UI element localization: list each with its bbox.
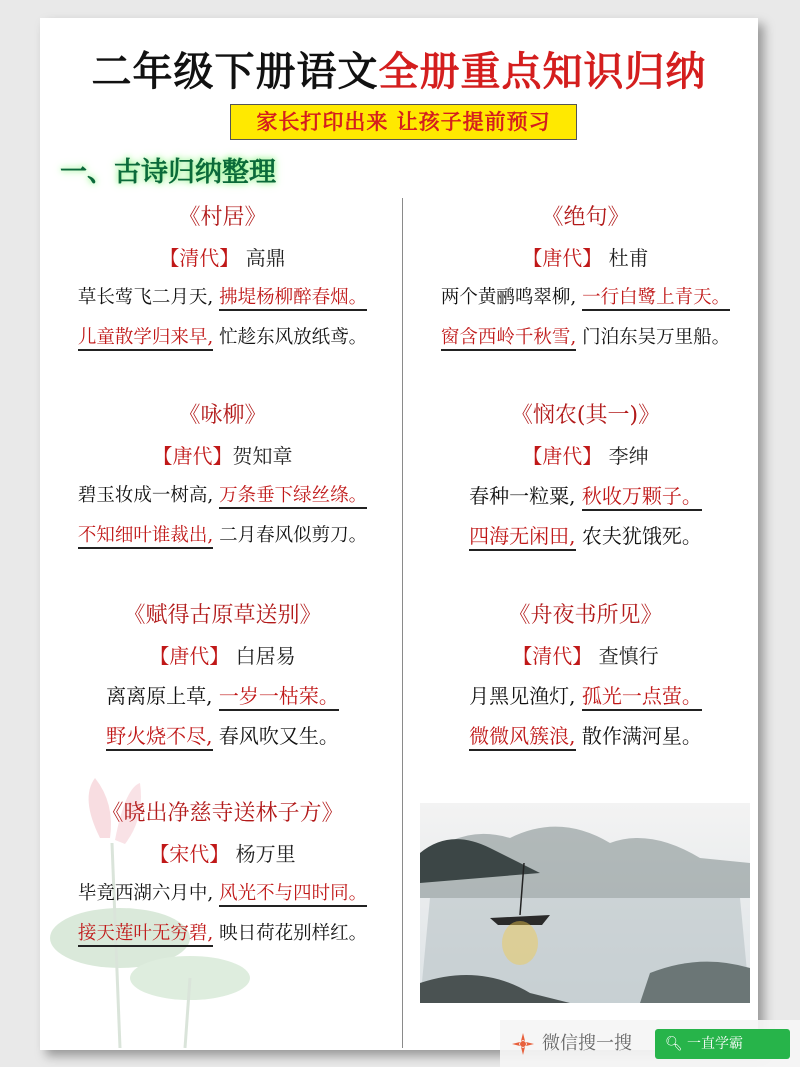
verse-key: 万条垂下绿丝绦。 — [219, 485, 367, 509]
poem-minnong — [408, 396, 758, 556]
poem-line — [45, 318, 400, 358]
poem-line — [408, 716, 758, 756]
poem-title: 《晓出净慈寺送林子方》 — [101, 801, 344, 826]
study-sheet — [40, 18, 758, 1050]
verse-key: 四海无闲田, — [469, 524, 575, 551]
poem-author: 查慎行 — [598, 644, 659, 668]
poem-author: 贺知章 — [232, 444, 293, 468]
verse-key: 一行白鹭上青天。 — [582, 287, 730, 311]
verse-key: 野火烧不尽, — [106, 724, 212, 751]
poem-author: 杨万里 — [235, 842, 296, 866]
verse-key: 孤光一点萤。 — [582, 684, 702, 711]
poem-dynasty: 【唐代】 — [522, 444, 603, 468]
watermark-text: 微信搜一搜 — [542, 1033, 632, 1054]
poem-title: 《赋得古原草送别》 — [123, 603, 322, 628]
poem-title: 《村居》 — [178, 205, 267, 230]
search-account-label: 一直学霸 — [687, 1036, 743, 1052]
title-black-part: 二年级下册语文 — [91, 49, 379, 95]
verse-key: 窗含西岭千秋雪, — [441, 327, 576, 351]
poem-meta — [45, 238, 400, 278]
poem-xiaochujingcisi — [45, 794, 400, 954]
search-account-button[interactable] — [655, 1029, 790, 1059]
poem-dynasty: 【清代】 — [512, 644, 593, 668]
search-icon: 🔍︎ — [665, 1036, 683, 1052]
poem-dynasty: 【唐代】 — [152, 444, 233, 468]
poem-title: 《咏柳》 — [178, 403, 267, 428]
boat-landscape-painting — [420, 803, 750, 1003]
poem-line — [408, 278, 758, 318]
poem-line — [408, 676, 758, 716]
poem-title: 《绝句》 — [541, 205, 630, 230]
poem-dynasty: 【唐代】 — [522, 246, 603, 270]
poem-meta — [45, 436, 400, 476]
wechat-search-watermark — [500, 1020, 800, 1067]
verse-plain: 离离原上草, — [106, 684, 213, 708]
poem-dynasty: 【清代】 — [159, 246, 240, 270]
title-red-part: 全册重点知识归纳 — [378, 49, 707, 95]
poem-line — [408, 516, 758, 556]
verse-plain: 碧玉妆成一树高, — [77, 485, 214, 506]
poem-line — [45, 676, 400, 716]
poem-dynasty: 【宋代】 — [149, 842, 230, 866]
column-divider — [402, 198, 403, 1048]
verse-plain: 二月春风似剪刀。 — [219, 525, 368, 546]
poem-line — [45, 874, 400, 914]
poem-line — [45, 914, 400, 954]
poem-meta — [45, 834, 400, 874]
verse-key: 秋收万颗子。 — [582, 484, 702, 511]
wechat-search-logo-icon — [510, 1031, 536, 1057]
poem-author: 李绅 — [608, 444, 649, 468]
verse-plain: 月黑见渔灯, — [469, 684, 576, 708]
poem-yongliu — [45, 396, 400, 556]
poem-title: 《舟夜书所见》 — [508, 603, 663, 628]
verse-plain: 毕竟西湖六月中, — [77, 883, 214, 904]
poem-line — [45, 278, 400, 318]
verse-key: 儿童散学归来早, — [78, 327, 213, 351]
page-title — [40, 40, 758, 97]
verse-plain: 春种一粒粟, — [469, 484, 576, 508]
poem-meta — [45, 636, 400, 676]
poem-title: 《悯农(其一)》 — [510, 403, 661, 428]
poem-line — [45, 716, 400, 756]
verse-plain: 映日荷花别样红。 — [219, 923, 368, 944]
poem-jueju — [408, 198, 758, 358]
poem-dynasty: 【唐代】 — [149, 644, 230, 668]
verse-plain: 散作满河星。 — [581, 724, 702, 748]
verse-plain: 草长莺飞二月天, — [77, 287, 214, 308]
verse-key: 不知细叶谁裁出, — [78, 525, 213, 549]
verse-plain: 两个黄鹂鸣翠柳, — [440, 287, 577, 308]
section-heading: 一、古诗归纳整理 — [60, 157, 276, 188]
poem-fudeguyuancao — [45, 596, 400, 756]
poem-zhouyeshusuojian — [408, 596, 758, 756]
verse-key: 一岁一枯荣。 — [219, 684, 339, 711]
subtitle-banner: 家长打印出来 让孩子提前预习 — [230, 104, 577, 140]
poem-line — [408, 318, 758, 358]
verse-key: 拂堤杨柳醉春烟。 — [219, 287, 367, 311]
verse-plain: 忙趁东风放纸鸢。 — [219, 327, 368, 348]
verse-plain: 春风吹又生。 — [218, 724, 339, 748]
poem-line — [45, 476, 400, 516]
poem-meta — [408, 238, 758, 278]
poem-meta — [408, 636, 758, 676]
poem-line — [45, 516, 400, 556]
poem-meta — [408, 436, 758, 476]
poem-author: 杜甫 — [608, 246, 649, 270]
verse-key: 接天莲叶无穷碧, — [78, 923, 213, 947]
verse-plain: 门泊东吴万里船。 — [582, 327, 731, 348]
poem-author: 白居易 — [235, 644, 296, 668]
verse-key: 微微风簇浪, — [469, 724, 575, 751]
poem-cunju — [45, 198, 400, 358]
verse-key: 风光不与四时同。 — [219, 883, 367, 907]
poem-author: 高鼎 — [245, 246, 286, 270]
verse-plain: 农夫犹饿死。 — [581, 524, 702, 548]
poem-line — [408, 476, 758, 516]
